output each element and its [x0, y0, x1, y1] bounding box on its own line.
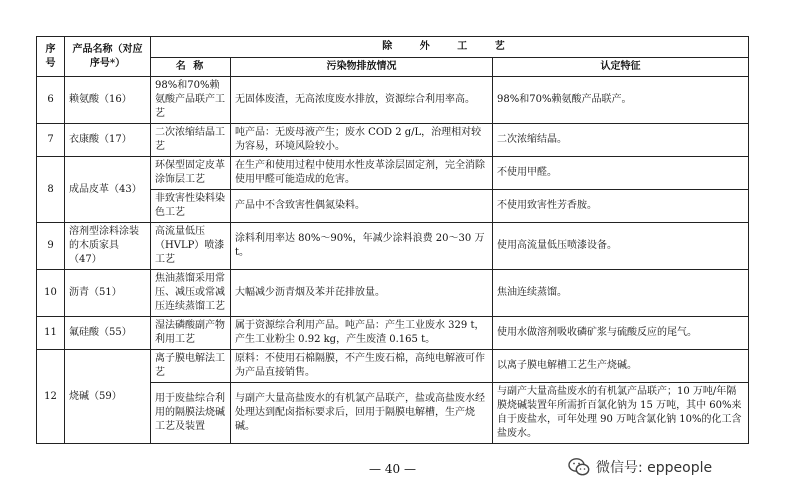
feature-description: 98%和70%赖氨酸产品联产。 [493, 77, 749, 124]
process-name: 湿法磷酸副产物利用工艺 [151, 317, 231, 350]
watermark-text: 微信号: eppeople [596, 460, 713, 476]
row-number: 12 [37, 350, 65, 444]
pollution-description: 属于资源综合利用产品。吨产品：产生工业废水 329 t，产生工业粉尘 0.92 kg，产生废渣 0.165 t。 [231, 317, 493, 350]
feature-description: 使用水做溶剂吸收磷矿浆与硫酸反应的尾气。 [493, 317, 749, 350]
product-name: 赖氨酸（16） [65, 77, 151, 124]
product-name: 衣康酸（17） [65, 124, 151, 157]
row-number: 11 [37, 317, 65, 350]
pollution-description: 大幅减少沥青烟及苯并芘排放量。 [231, 270, 493, 317]
pollution-description: 产品中不含致害性偶氮染料。 [231, 190, 493, 223]
row-number: 9 [37, 223, 65, 270]
page-number: — 40 — [369, 462, 416, 476]
pollution-description: 在生产和使用过程中使用水性皮革涂层固定剂，完全消除使用甲醛可能造成的危害。 [231, 157, 493, 190]
product-name: 沥青（51） [65, 270, 151, 317]
process-name: 环保型固定皮革涂饰层工艺 [151, 157, 231, 190]
process-name: 98%和70%赖氨酸产品联产工艺 [151, 77, 231, 124]
pollution-description: 吨产品：无废母液产生；废水 COD 2 g/L，治理相对较为容易，环境风险较小。 [231, 124, 493, 157]
table-body [37, 77, 749, 444]
process-name: 非致害性染料染色工艺 [151, 190, 231, 223]
header-feature: 认定特征 [493, 58, 749, 77]
feature-description: 焦油连续蒸馏。 [493, 270, 749, 317]
process-name: 焦油蒸馏采用常压、减压或常减压连续蒸馏工艺 [151, 270, 231, 317]
row-number: 10 [37, 270, 65, 317]
table-row [37, 350, 749, 383]
pollution-description: 原料：不使用石棉隔膜，不产生废石棉，高纯电解液可作为产品直接销售。 [231, 350, 493, 383]
table-row [37, 317, 749, 350]
row-number: 6 [37, 77, 65, 124]
feature-description: 不使用甲醛。 [493, 157, 749, 190]
feature-description: 不使用致害性芳香胺。 [493, 190, 749, 223]
process-name: 用于废盐综合利用的隔膜法烧碱工艺及装置 [151, 383, 231, 444]
watermark [568, 455, 768, 479]
product-name: 溶剂型涂料涂装的木质家具（47） [65, 223, 151, 270]
header-seq: 序号 [37, 37, 65, 77]
table-row [37, 270, 749, 317]
row-number: 8 [37, 157, 65, 223]
table-row [37, 77, 749, 124]
row-number: 7 [37, 124, 65, 157]
feature-description: 以离子膜电解槽工艺生产烧碱。 [493, 350, 749, 383]
product-name: 成品皮革（43） [65, 157, 151, 223]
process-name: 高流量低压（HVLP）喷漆工艺 [151, 223, 231, 270]
header-row-top [37, 37, 749, 58]
header-pollution: 污染物排放情况 [231, 58, 493, 77]
process-name: 离子膜电解法工艺 [151, 350, 231, 383]
wechat-icon [568, 457, 590, 477]
feature-description: 使用高流量低压喷漆设备。 [493, 223, 749, 270]
pollution-description: 涂料利用率达 80%～90%，年减少涂料浪费 20～30 万 t。 [231, 223, 493, 270]
table-row [37, 157, 749, 190]
product-name: 氟硅酸（55） [65, 317, 151, 350]
header-name: 名 称 [151, 58, 231, 77]
table-row [37, 223, 749, 270]
header-product: 产品名称（对应序号*） [65, 37, 151, 77]
product-name: 烧碱（59） [65, 350, 151, 444]
header-group: 除 外 工 艺 [151, 37, 749, 58]
feature-description: 与副产大量高盐废水的有机氯产品联产；10 万吨/年隔膜烧碱装置年所需折百氯化钠为 15 万吨，其中 60%来自于废盐水，可年处理 90 万吨含氯化钠 10%的化工含盐废水。 [493, 383, 749, 444]
pollution-description: 无固体废渣，无高浓度废水排放，资源综合利用率高。 [231, 77, 493, 124]
document-table [36, 36, 749, 444]
table-row [37, 124, 749, 157]
pollution-description: 与副产大量高盐废水的有机氯产品联产，盐或高盐废水经处理达到配卤指标要求后，回用于隔膜电解槽，生产烧碱。 [231, 383, 493, 444]
feature-description: 二次浓缩结晶。 [493, 124, 749, 157]
process-name: 二次浓缩结晶工艺 [151, 124, 231, 157]
